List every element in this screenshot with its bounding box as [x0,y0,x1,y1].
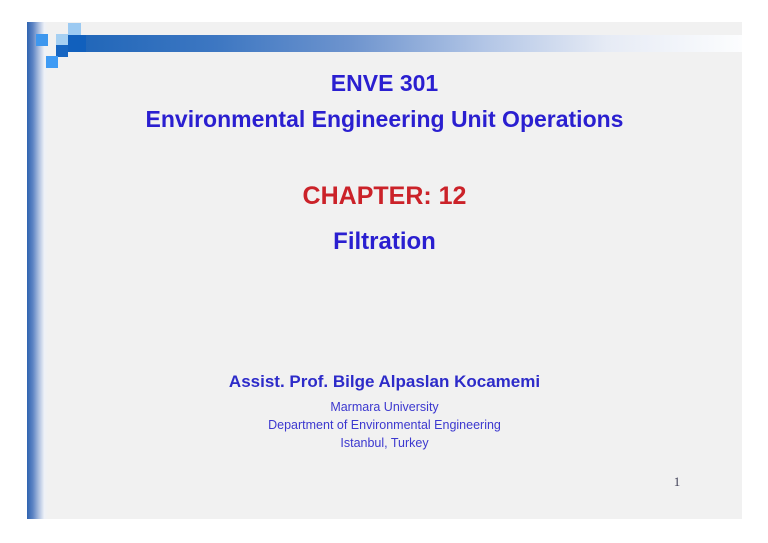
pixel-square-light-top [68,23,81,35]
author-name: Assist. Prof. Bilge Alpaslan Kocamemi [228,372,541,391]
chapter-title: Filtration [333,228,436,255]
pixel-square-dark-bar-start [68,35,86,52]
course-title: Environmental Engineering Unit Operations [145,106,624,132]
affiliation-university: Marmara University [330,400,439,414]
page-number: 1 [673,474,681,489]
top-gradient-bar [68,35,742,52]
affiliation-department: Department of Environmental Engineering [268,418,501,432]
pixel-square-medium-left [36,34,48,46]
affiliation-location: Istanbul, Turkey [340,436,429,450]
chapter-heading: CHAPTER: 12 [302,182,467,210]
course-code: ENVE 301 [330,70,439,96]
slide [27,22,742,519]
pixel-square-bright-bottom [46,56,58,68]
affiliation-block [27,398,742,452]
